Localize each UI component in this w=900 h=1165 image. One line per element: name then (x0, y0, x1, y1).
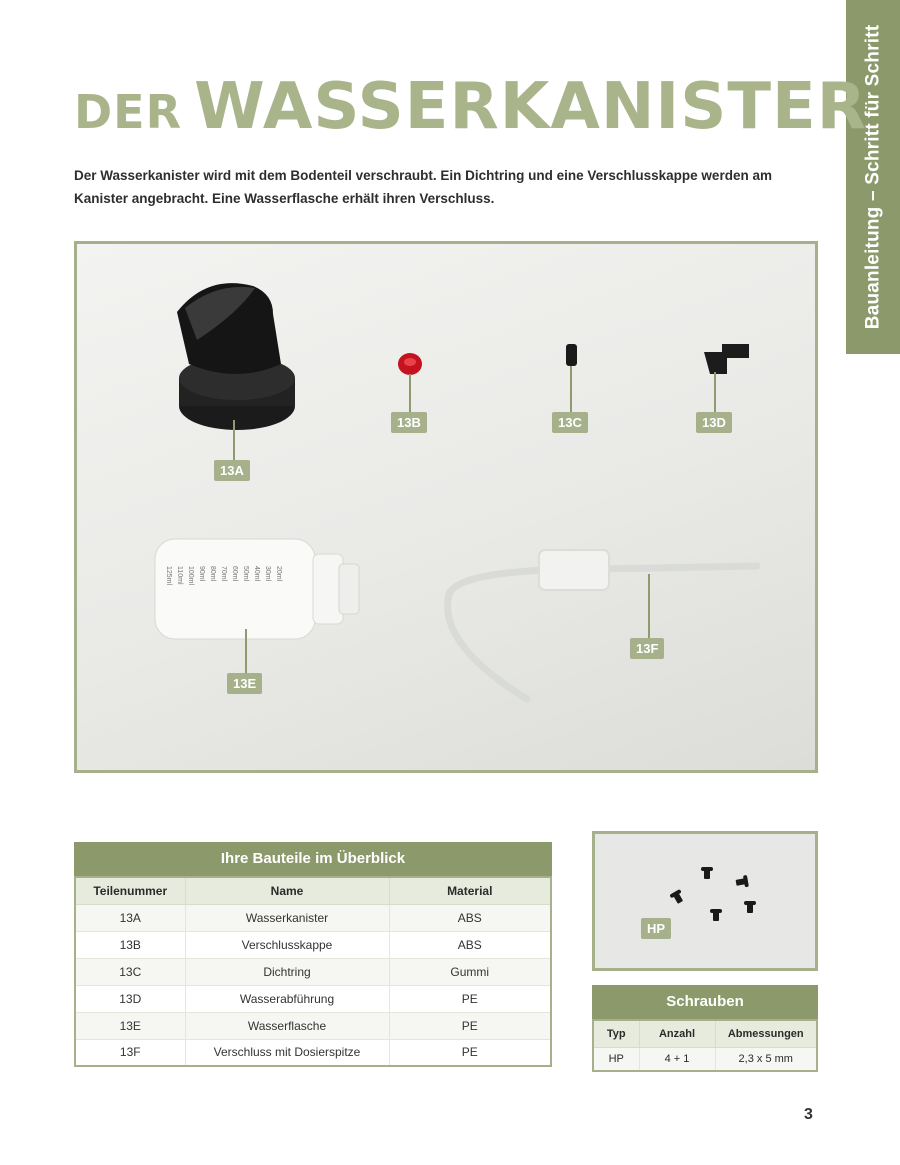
part-label-13e: 13E (227, 673, 262, 694)
scale-mark: 30ml (264, 566, 271, 582)
table-cell: 4 + 1 (639, 1047, 715, 1071)
table-cell: PE (389, 1039, 551, 1066)
table-cell: Wasserkanister (185, 904, 389, 931)
screw-icon (744, 901, 756, 913)
table-row (75, 958, 551, 985)
scale-mark: 125ml (165, 566, 172, 586)
table-cell: Verschlusskappe (185, 931, 389, 958)
scale-mark: 50ml (242, 566, 249, 582)
table-row (75, 1012, 551, 1039)
table-cell: Verschluss mit Dosierspitze (185, 1039, 389, 1066)
part-label-13a: 13A (214, 460, 250, 481)
table-cell: ABS (389, 904, 551, 931)
scale-mark: 60ml (231, 566, 238, 582)
part-label-13b: 13B (391, 412, 427, 433)
scale-mark: 20ml (275, 566, 282, 582)
table-row (75, 985, 551, 1012)
bottle-scale (165, 566, 282, 585)
screw-label-hp: HP (641, 918, 671, 939)
part-label-13d: 13D (696, 412, 732, 433)
leader-line (245, 629, 247, 673)
page-number: 3 (804, 1106, 813, 1123)
red-cap-part (398, 353, 422, 375)
parts-photo (74, 241, 818, 773)
leader-line (714, 372, 716, 412)
table-cell: 13D (75, 985, 185, 1012)
table-row (75, 904, 551, 931)
column-header: Teilenummer (75, 877, 185, 904)
nozzle-part (448, 550, 757, 699)
scale-mark: 90ml (198, 566, 205, 582)
leader-line (648, 574, 650, 638)
elbow-part (704, 344, 749, 374)
table-cell: Gummi (389, 958, 551, 985)
table-row (593, 1047, 817, 1071)
chapter-tab-text: Bauanleitung – Schritt für Schritt (862, 24, 883, 330)
parts-table-title: Ihre Bauteile im Überblick (74, 842, 552, 876)
column-header: Typ (593, 1020, 639, 1047)
column-header: Material (389, 877, 551, 904)
chapter-tab (846, 0, 900, 354)
part-label-13c: 13C (552, 412, 588, 433)
leader-line (570, 366, 572, 412)
leader-line (409, 374, 411, 412)
canister-part (177, 283, 295, 430)
table-cell: 13B (75, 931, 185, 958)
scale-mark: 70ml (220, 566, 227, 582)
table-cell: 13A (75, 904, 185, 931)
intro-text: Der Wasserkanister wird mit dem Bodenteil verschraubt. Ein Dichtring und eine Verschlusskappe werden am Kanister angebracht. Eine Wasserflasche erhält ihren Verschluss. (74, 168, 772, 206)
table-row (75, 1039, 551, 1066)
table-cell: 13E (75, 1012, 185, 1039)
page-title (74, 70, 867, 144)
parts-table-header (75, 877, 551, 904)
table-cell: PE (389, 1012, 551, 1039)
bottle-part (155, 539, 359, 639)
column-header: Name (185, 877, 389, 904)
screw-icon (710, 909, 722, 921)
scale-mark: 40ml (253, 566, 260, 582)
table-cell: 13F (75, 1039, 185, 1066)
table-cell: 2,3 x 5 mm (715, 1047, 817, 1071)
screws-table-header (593, 1020, 817, 1047)
parts-table (74, 842, 552, 1067)
column-header: Abmessungen (715, 1020, 817, 1047)
table-cell: PE (389, 985, 551, 1012)
scale-mark: 110ml (176, 566, 183, 585)
table-cell: Wasserflasche (185, 1012, 389, 1039)
table-cell: HP (593, 1047, 639, 1071)
table-cell: Dichtring (185, 958, 389, 985)
table-cell: ABS (389, 931, 551, 958)
screws-drawing (595, 834, 815, 968)
table-cell: 13C (75, 958, 185, 985)
table-cell: Wasserabführung (185, 985, 389, 1012)
screws-table (592, 985, 818, 1072)
screw-icon (736, 875, 749, 888)
screws-table-title: Schrauben (592, 985, 818, 1019)
table-row (75, 931, 551, 958)
parts-photo-drawing (77, 244, 815, 770)
screws-photo (592, 831, 818, 971)
scale-mark: 100ml (187, 566, 194, 586)
screw-icon (669, 889, 683, 904)
seal-part (566, 344, 577, 366)
title-main: WASSERKANISTER (194, 70, 867, 144)
screw-icon (701, 867, 713, 879)
scale-mark: 80ml (209, 566, 216, 582)
part-label-13f: 13F (630, 638, 664, 659)
title-prefix: DER (74, 85, 183, 139)
leader-line (233, 420, 235, 460)
column-header: Anzahl (639, 1020, 715, 1047)
